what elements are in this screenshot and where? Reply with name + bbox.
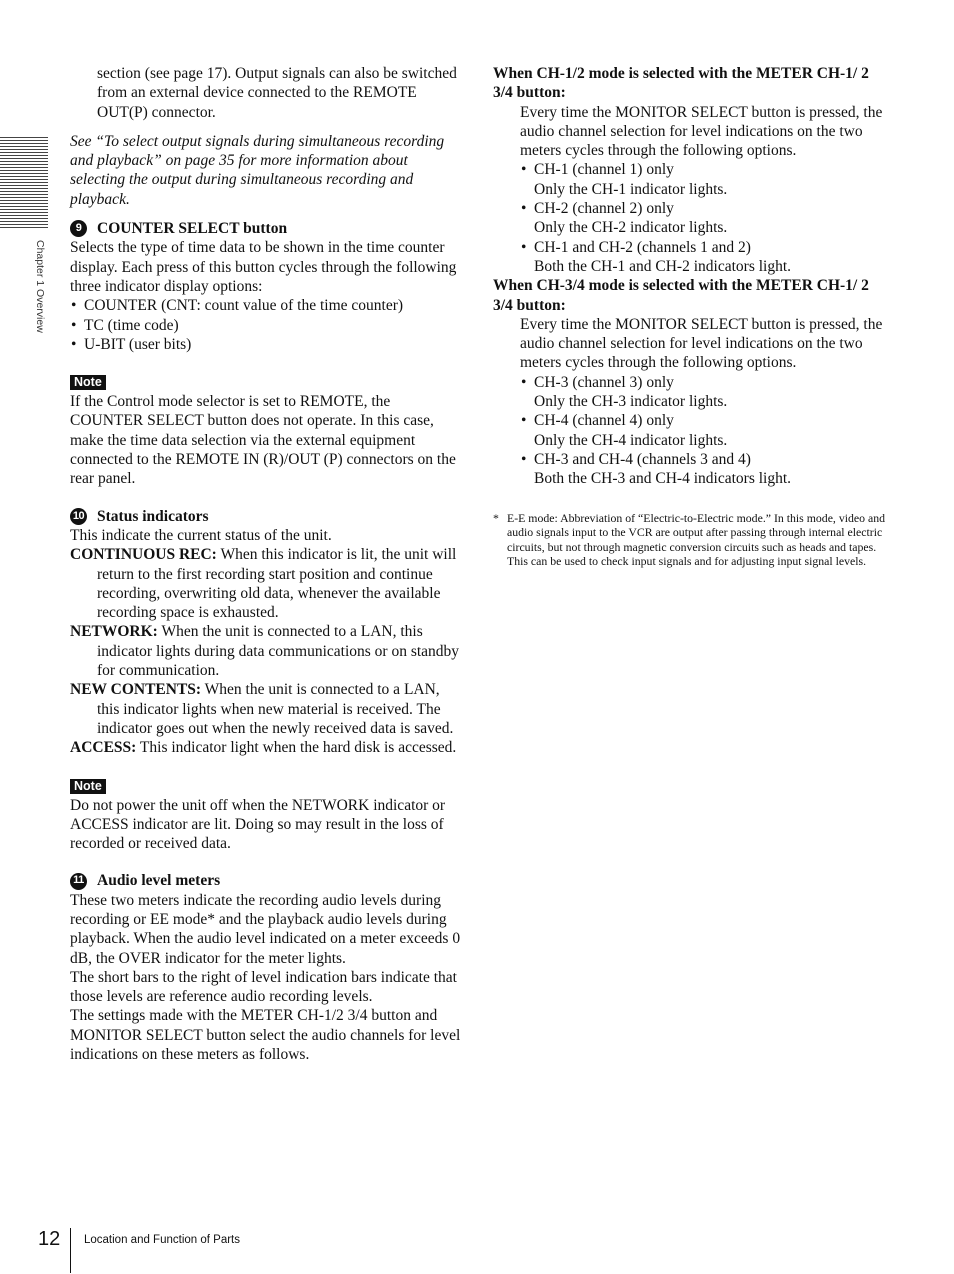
left-column	[70, 64, 462, 1064]
list-item: • TC (time code)	[70, 316, 462, 335]
section-audio-level-meters	[70, 871, 462, 1064]
list-item: • CH-2 (channel 2) only Only the CH-2 indicator lights.	[520, 199, 888, 238]
footer-divider	[70, 1228, 71, 1273]
list-item: • CH-1 (channel 1) only Only the CH-1 indicator lights.	[520, 160, 888, 199]
note-text: Do not power the unit off when the NETWORK indicator or ACCESS indicator are lit. Doing so may result in the loss of recorded or received data.	[70, 796, 446, 853]
ch34-mode-block	[493, 276, 888, 488]
footnote-text: E-E mode: Abbreviation of “Electric-to-Electric mode.” In this mode, video and audio signals input to the VCR are output after passing through internal electric circuits, but not through magnetic conversion circuits such as heads and tapes. This can be used to check input signals and for adjusting input signal levels.	[507, 510, 886, 569]
note-text: If the Control mode selector is set to REMOTE, the COUNTER SELECT button does not operate. In this case, make the time data selection via the external equipment connected to the REMOTE IN (R)/OUT (P) connectors on the rear panel.	[70, 393, 456, 488]
intro-paragraph: section (see page 17). Output signals can also be switched from an external device connected to the REMOTE OUT(P) connector.	[97, 65, 457, 121]
section-body: The short bars to the right of level indication bars indicate that those levels are reference audio recording levels.	[70, 968, 457, 1006]
definition-item: NETWORK: When the unit is connected to a LAN, this indicator lights during data communications or on standby for communication.	[70, 623, 460, 680]
right-column	[493, 64, 888, 569]
note-badge: Note	[70, 375, 106, 390]
block-heading: When CH-1/2 mode is selected with the METER CH-1/ 2 3/4 button:	[493, 65, 869, 102]
options-list	[493, 160, 888, 276]
footer-section-title: Location and Function of Parts	[84, 1234, 240, 1246]
note-badge: Note	[70, 779, 106, 794]
list-item: • CH-4 (channel 4) only Only the CH-4 indicator lights.	[520, 411, 888, 450]
footnote-mark: *	[493, 510, 499, 525]
list-item: • COUNTER (CNT: count value of the time counter)	[70, 296, 462, 315]
cross-reference: See “To select output signals during simultaneous recording and playback” on page 35 for more information about selecting the output during simultaneous recording and playback.	[70, 132, 445, 208]
section-counter-select	[70, 219, 462, 354]
note-block	[70, 776, 462, 854]
section-body: Selects the type of time data to be shown in the time counter display. Each press of this button cycles through the following three indicator display options:	[70, 239, 457, 295]
footnote	[493, 511, 888, 569]
section-title: Status indicators	[97, 507, 209, 525]
block-heading: When CH-3/4 mode is selected with the METER CH-1/ 2 3/4 button:	[493, 277, 869, 314]
chapter-label: Chapter 1 Overview	[34, 240, 46, 333]
definition-item: ACCESS: This indicator light when the hard disk is accessed.	[70, 739, 457, 757]
options-list	[493, 373, 888, 489]
note-block	[70, 372, 462, 488]
item-number-badge: 10	[70, 508, 87, 525]
list-item: • CH-1 and CH-2 (channels 1 and 2) Both the CH-1 and CH-2 indicators light.	[520, 238, 888, 277]
list-item: • U-BIT (user bits)	[70, 335, 462, 354]
list-item: • CH-3 (channel 3) only Only the CH-3 indicator lights.	[520, 373, 888, 412]
block-body: Every time the MONITOR SELECT button is pressed, the audio channel selection for level indications on the two meters cycles through the following options.	[520, 103, 883, 160]
section-body: This indicate the current status of the unit.	[70, 526, 332, 544]
item-number-badge: 9	[70, 220, 87, 237]
section-body: The settings made with the METER CH-1/2 3/4 button and MONITOR SELECT button select the audio channels for level indications on these meters as follows.	[70, 1007, 461, 1064]
section-title: Audio level meters	[97, 872, 221, 890]
item-number-badge: 11	[70, 873, 87, 890]
chapter-tab-stripes	[0, 137, 48, 229]
section-status-indicators	[70, 507, 462, 758]
block-body: Every time the MONITOR SELECT button is pressed, the audio channel selection for level indications on the two meters cycles through the following options.	[520, 315, 883, 372]
counter-options-list	[70, 296, 462, 354]
definition-item: NEW CONTENTS: When the unit is connected to a LAN, this indicator lights when new material is received. The indicator goes out when the newly received data is saved.	[70, 681, 454, 737]
section-body: These two meters indicate the recording audio levels during recording or EE mode* and the playback audio levels during playback. When the audio level indicated on a meter exceeds 0 dB, the OVER indicator for the meter lights.	[70, 891, 461, 967]
page-number: 12	[38, 1228, 61, 1250]
definition-item: CONTINUOUS REC: When this indicator is lit, the unit will return to the first recording start position and continue recording, overwriting old data, whenever the available recording space is exhausted.	[70, 546, 457, 622]
ch12-mode-block	[493, 64, 888, 276]
section-title: COUNTER SELECT button	[97, 220, 288, 238]
list-item: • CH-3 and CH-4 (channels 3 and 4) Both the CH-3 and CH-4 indicators light.	[520, 450, 888, 489]
